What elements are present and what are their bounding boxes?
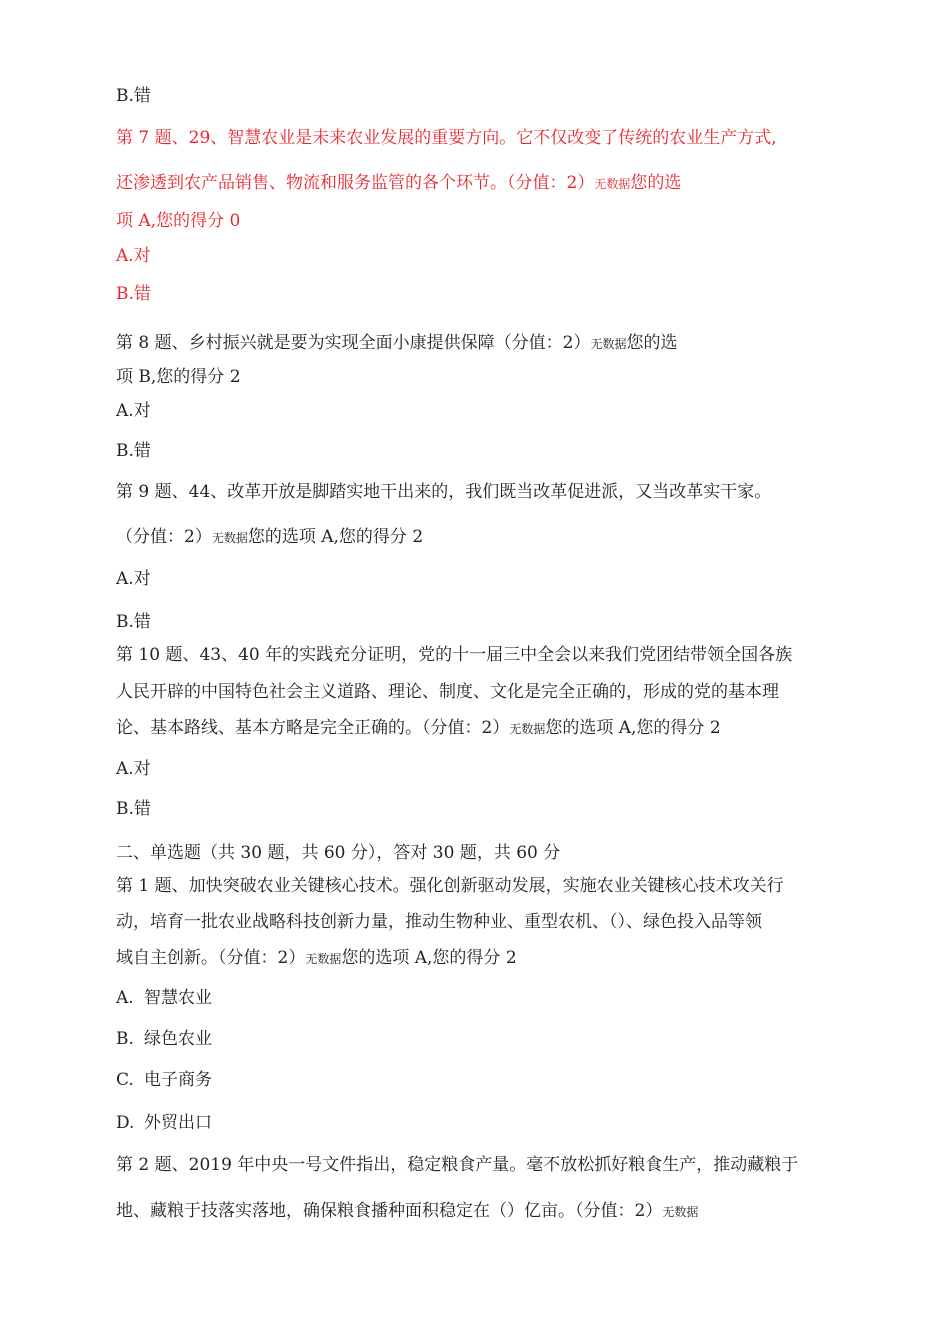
option-b: B.错 <box>116 284 151 304</box>
question-10-text-2: 人民开辟的中国特色社会主义道路、理论、制度、文化是完全正确的，形成的党的基本理 <box>116 682 779 702</box>
question-8-text: 第 8 题、乡村振兴就是要为实现全面小康提供保障（分值：2）无数据您的选 <box>116 333 678 353</box>
option-b: B.错 <box>116 86 151 106</box>
option-a: A.对 <box>116 246 151 266</box>
no-data-label: 无数据 <box>662 1205 699 1219</box>
question-10-meta: 论、基本路线、基本方略是完全正确的。（分值：2）无数据您的选项 A,您的得分 2 <box>116 718 721 738</box>
question-7-result: 项 A,您的得分 0 <box>116 211 241 231</box>
no-data-label: 无数据 <box>211 531 248 545</box>
no-data-label: 无数据 <box>590 337 627 351</box>
question-10-text-1: 第 10 题、43、40 年的实践充分证明，党的十一届三中全会以来我们党团结带领全国各族 <box>116 645 793 665</box>
single-question-1-meta: 域自主创新。（分值：2）无数据您的选项 A,您的得分 2 <box>116 948 517 968</box>
single-question-2-meta: 地、藏粮于技落实落地，确保粮食播种面积稳定在（）亿亩。（分值：2）无数据 <box>116 1201 699 1221</box>
option-b: B. 绿色农业 <box>116 1029 212 1049</box>
section-heading: 二、单选题（共 30 题，共 60 分），答对 30 题，共 60 分 <box>116 843 561 863</box>
score-label: 还渗透到农产品销售、物流和服务监管的各个环节。（分值：2） <box>116 173 595 193</box>
question-8-result: 项 B,您的得分 2 <box>116 367 241 387</box>
question-7-meta <box>116 171 681 196</box>
answer-label: 您的选 <box>630 173 682 193</box>
option-d: D. 外贸出口 <box>116 1113 212 1133</box>
single-question-1-text-2: 动，培育一批农业战略科技创新力量，推动生物种业、重型农机、（）、绿色投入品等领 <box>116 912 762 932</box>
no-data-label: 无数据 <box>509 722 546 736</box>
option-a: A.对 <box>116 401 151 421</box>
option-b: B.错 <box>116 799 151 819</box>
option-a: A. 智慧农业 <box>116 988 212 1008</box>
option-c: C. 电子商务 <box>116 1070 212 1090</box>
question-9-meta: （分值：2）无数据您的选项 A,您的得分 2 <box>116 527 424 547</box>
question-7-text: 第 7 题、29、智慧农业是未来农业发展的重要方向。它不仅改变了传统的农业生产方式, <box>116 128 777 148</box>
no-data-label: 无数据 <box>305 952 342 966</box>
single-question-1-text-1: 第 1 题、加快突破农业关键核心技术。强化创新驱动发展，实施农业关键核心技术攻关行 <box>116 876 784 896</box>
single-question-2-text: 第 2 题、2019 年中央一号文件指出，稳定粮食产量。毫不放松抓好粮食生产，推动藏粮于 <box>116 1155 799 1175</box>
option-b: B.错 <box>116 612 151 632</box>
no-data-label: 无数据 <box>594 177 631 191</box>
option-b: B.错 <box>116 441 151 461</box>
option-a: A.对 <box>116 759 151 779</box>
option-a: A.对 <box>116 569 151 589</box>
question-9-text: 第 9 题、44、改革开放是脚踏实地干出来的，我们既当改革促进派，又当改革实干家。 <box>116 482 772 502</box>
